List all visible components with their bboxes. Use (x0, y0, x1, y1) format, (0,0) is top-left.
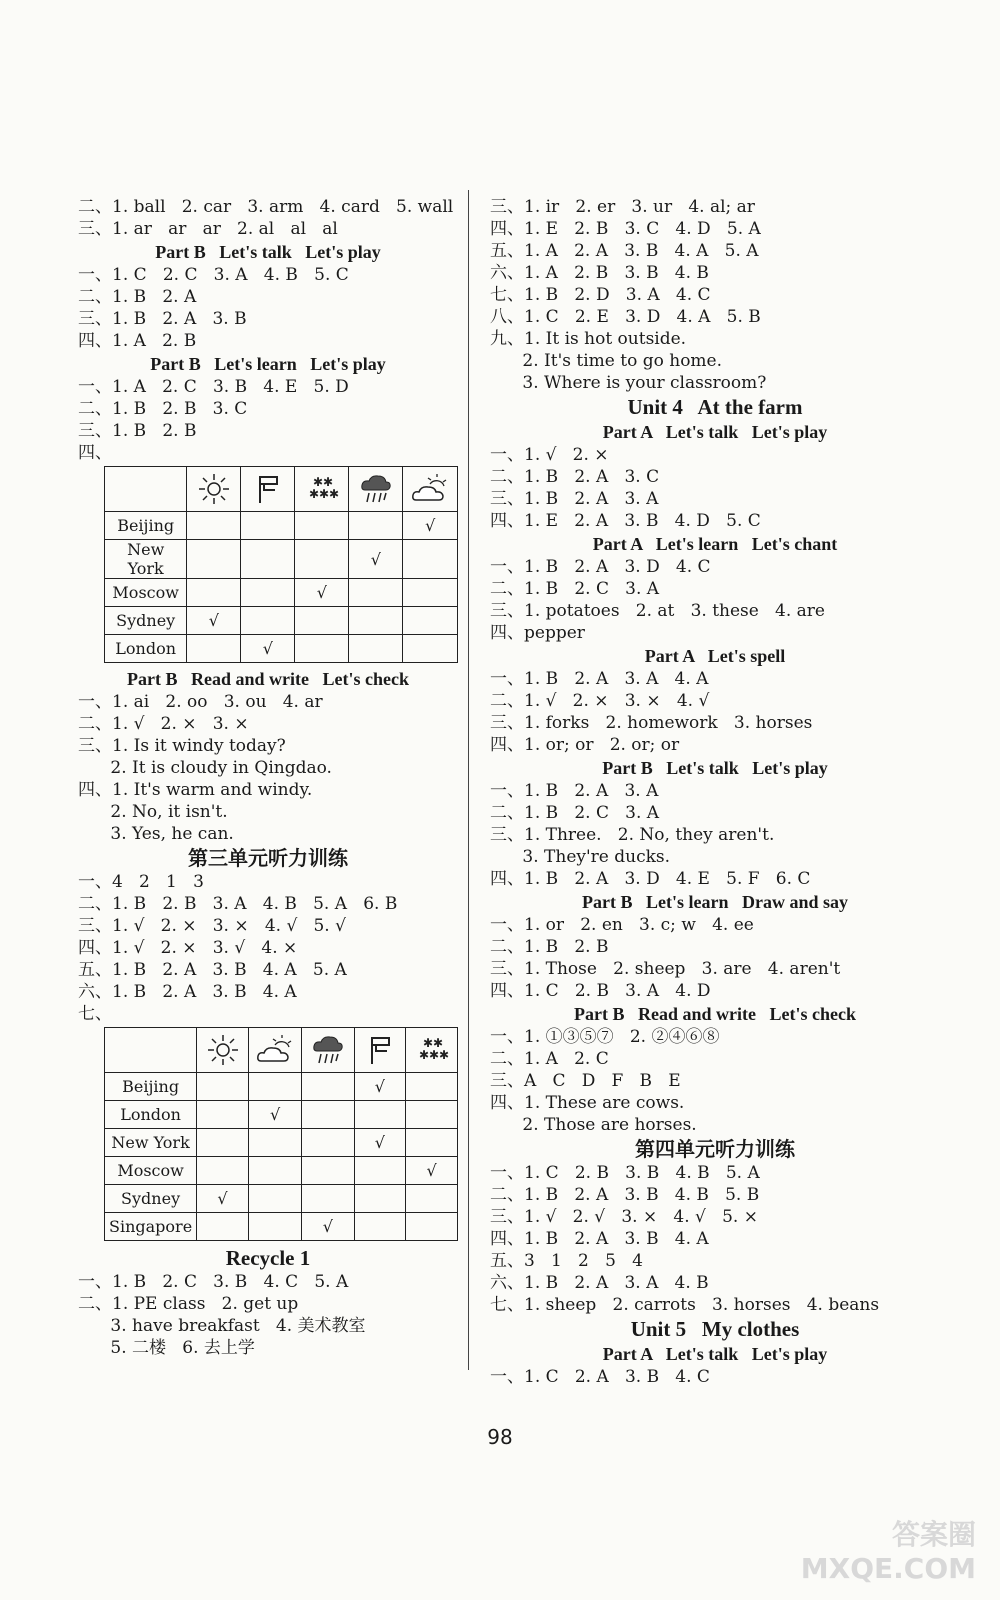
check-cell: √ (248, 1101, 301, 1129)
check-cell: √ (354, 1129, 406, 1157)
check-cell: √ (197, 1185, 249, 1213)
answer-line: 四、pepper (490, 623, 585, 643)
check-cell (241, 540, 295, 579)
city-name: Moscow (105, 579, 187, 607)
section-heading: Part A Let's spell (644, 646, 786, 666)
check-cell (406, 1213, 458, 1241)
left-column (78, 196, 458, 1359)
table-row (105, 1101, 458, 1129)
answer-line: 一、1. ①③⑤⑦ 2. ②④⑥⑧ (490, 1027, 720, 1047)
check-cell (403, 635, 458, 663)
section-heading: Part B Read and write Let's check (127, 669, 409, 689)
answer-line: 四、1. These are cows. (490, 1093, 685, 1113)
city-name: New York (105, 540, 187, 579)
answer-line: 一、1. ai 2. oo 3. ou 4. ar (78, 692, 323, 712)
answer-line: 一、1. A 2. C 3. B 4. E 5. D (78, 377, 349, 397)
svg-text:✱: ✱ (328, 487, 339, 501)
svg-text:✱: ✱ (418, 1048, 429, 1062)
check-cell (302, 1157, 354, 1185)
section-heading: Part B Let's learn Draw and say (582, 892, 848, 912)
weather-table (104, 466, 458, 663)
answer-line: 三、1. √ 2. × 3. × 4. √ 5. √ (78, 916, 346, 936)
city-name: Beijing (105, 512, 187, 540)
answer-line: 3. Yes, he can. (78, 824, 234, 844)
svg-text:✱: ✱ (312, 475, 323, 489)
check-cell (302, 1101, 354, 1129)
check-cell (248, 1213, 301, 1241)
check-cell (403, 579, 458, 607)
svg-text:✱: ✱ (428, 1048, 439, 1062)
section-heading: Part B Let's learn Let's play (150, 354, 386, 374)
table-row (105, 1185, 458, 1213)
check-cell (349, 635, 403, 663)
watermark-logo (801, 1518, 976, 1586)
answer-line: 五、3 1 2 5 4 (490, 1251, 643, 1271)
check-cell (349, 579, 403, 607)
answer-line: 二、1. B 2. A 3. C (490, 467, 660, 487)
check-cell: √ (406, 1157, 458, 1185)
check-cell (248, 1185, 301, 1213)
cloudy-icon (248, 1028, 301, 1073)
svg-text:✱: ✱ (432, 1036, 443, 1050)
check-cell (197, 1157, 249, 1185)
weather-table (104, 1027, 458, 1241)
check-cell (197, 1129, 249, 1157)
answer-line: 七、1. sheep 2. carrots 3. horses 4. beans (490, 1295, 880, 1315)
check-cell (248, 1073, 301, 1101)
table-row (105, 607, 458, 635)
answer-line: 七、1. B 2. D 3. A 4. C (490, 285, 711, 305)
answer-line: 四、1. A 2. B (78, 331, 197, 351)
answer-line: 2. It's time to go home. (490, 351, 723, 371)
answer-line: 一、1. C 2. C 3. A 4. B 5. C (78, 265, 349, 285)
answer-line: 2. Those are horses. (490, 1115, 697, 1135)
check-cell (241, 579, 295, 607)
check-cell (248, 1129, 301, 1157)
check-cell (354, 1101, 406, 1129)
svg-text:✱: ✱ (322, 475, 333, 489)
check-cell (302, 1185, 354, 1213)
svg-text:✱: ✱ (422, 1036, 433, 1050)
table-row (105, 1213, 458, 1241)
check-cell (187, 540, 241, 579)
answer-line: 三、1. B 2. B (78, 421, 197, 441)
page-number: 98 (487, 1425, 513, 1449)
column-divider (468, 190, 469, 1370)
answer-line: 二、1. √ 2. × 3. × 4. √ (490, 691, 710, 711)
answer-line: 五、1. A 2. A 3. B 4. A 5. A (490, 241, 759, 261)
answer-line: 2. No, it isn't. (78, 802, 228, 822)
check-cell (197, 1073, 249, 1101)
check-cell (406, 1185, 458, 1213)
section-heading: Part B Read and write Let's check (574, 1004, 856, 1024)
check-cell: √ (241, 635, 295, 663)
sunny-icon (187, 467, 241, 512)
svg-text:✱: ✱ (438, 1048, 449, 1062)
check-cell (295, 635, 349, 663)
answer-line: 二、1. B 2. B 3. C (78, 399, 248, 419)
answer-line: 三、1. √ 2. √ 3. × 4. √ 5. × (490, 1207, 758, 1227)
answer-line: 三、1. Three. 2. No, they aren't. (490, 825, 775, 845)
check-cell: √ (349, 540, 403, 579)
answer-line: 四、1. E 2. A 3. B 4. D 5. C (490, 511, 761, 531)
answer-line: 二、1. B 2. C 3. A (490, 579, 660, 599)
check-cell (302, 1129, 354, 1157)
check-cell (187, 579, 241, 607)
answer-line: 四、1. B 2. A 3. B 4. A (490, 1229, 709, 1249)
answer-line: 三、1. B 2. A 3. A (490, 489, 659, 509)
answer-line: 四、 (78, 443, 112, 463)
answer-line: 二、1. √ 2. × 3. × (78, 714, 249, 734)
answer-line: 3. have breakfast 4. 美术教室 (78, 1316, 366, 1336)
check-cell: √ (295, 579, 349, 607)
check-cell (187, 512, 241, 540)
answer-line: 四、1. E 2. B 3. C 4. D 5. A (490, 219, 761, 239)
check-cell: √ (187, 607, 241, 635)
answer-line: 3. They're ducks. (490, 847, 671, 867)
city-name: London (105, 635, 187, 663)
check-cell: √ (403, 512, 458, 540)
section-heading: Part B Let's talk Let's play (602, 758, 828, 778)
answer-line: 一、1. C 2. A 3. B 4. C (490, 1367, 710, 1387)
corner-cell (105, 1028, 197, 1073)
check-cell (295, 607, 349, 635)
answer-line: 三、1. potatoes 2. at 3. these 4. are (490, 601, 825, 621)
answer-line: 二、1. PE class 2. get up (78, 1294, 299, 1314)
answer-line: 八、1. C 2. E 3. D 4. A 5. B (490, 307, 761, 327)
answer-line: 二、1. B 2. A (78, 287, 197, 307)
answer-line: 一、1. C 2. B 3. B 4. B 5. A (490, 1163, 760, 1183)
watermark-cn: 答案圈 (891, 1518, 976, 1551)
answer-line: 三、1. Those 2. sheep 3. are 4. aren't (490, 959, 841, 979)
answer-line: 三、1. ar ar ar 2. al al al (78, 219, 338, 239)
listening-heading: 第四单元听力训练 (635, 1137, 795, 1161)
svg-text:✱: ✱ (308, 487, 319, 501)
answer-line: 一、1. B 2. A 3. A (490, 781, 659, 801)
answer-line: 四、1. or; or 2. or; or (490, 735, 680, 755)
check-cell (295, 540, 349, 579)
answer-line: 七、 (78, 1004, 112, 1024)
table-row (105, 1129, 458, 1157)
answer-line: 2. It is cloudy in Qingdao. (78, 758, 332, 778)
answer-line: 四、1. B 2. A 3. D 4. E 5. F 6. C (490, 869, 811, 889)
answer-line: 二、1. B 2. C 3. A (490, 803, 660, 823)
answer-line: 六、1. B 2. A 3. A 4. B (490, 1273, 709, 1293)
answer-line: 四、1. C 2. B 3. A 4. D (490, 981, 711, 1001)
city-name: Singapore (105, 1213, 197, 1241)
answer-line: 二、1. B 2. A 3. B 4. B 5. B (490, 1185, 760, 1205)
check-cell (349, 512, 403, 540)
unit-heading: Recycle 1 (225, 1246, 311, 1270)
check-cell (354, 1185, 406, 1213)
unit-heading: Unit 5 My clothes (630, 1317, 800, 1341)
answer-line: 二、1. B 2. B 3. A 4. B 5. A 6. B (78, 894, 398, 914)
check-cell (197, 1101, 249, 1129)
snowy-icon (295, 467, 349, 512)
windy-icon (354, 1028, 406, 1073)
table-row (105, 512, 458, 540)
check-cell (403, 540, 458, 579)
answer-line: 二、1. A 2. C (490, 1049, 609, 1069)
check-cell (241, 607, 295, 635)
check-cell (354, 1157, 406, 1185)
check-cell (406, 1129, 458, 1157)
check-cell (295, 512, 349, 540)
check-cell (187, 635, 241, 663)
section-heading: Part A Let's learn Let's chant (592, 534, 838, 554)
check-cell (349, 607, 403, 635)
check-cell (241, 512, 295, 540)
section-heading: Part A Let's talk Let's play (602, 1344, 828, 1364)
city-name: Sydney (105, 1185, 197, 1213)
answer-line: 四、1. It's warm and windy. (78, 780, 313, 800)
answer-line: 二、1. ball 2. car 3. arm 4. card 5. wall (78, 197, 454, 217)
answer-line: 一、1. B 2. A 3. A 4. A (490, 669, 709, 689)
table-row (105, 540, 458, 579)
check-cell (248, 1157, 301, 1185)
answer-line: 三、1. ir 2. er 3. ur 4. al; ar (490, 197, 755, 217)
answer-line: 一、1. or 2. en 3. c; w 4. ee (490, 915, 754, 935)
answer-line: 5. 二楼 6. 去上学 (78, 1338, 255, 1358)
answer-line: 一、1. B 2. A 3. D 4. C (490, 557, 711, 577)
answer-line: 六、1. A 2. B 3. B 4. B (490, 263, 709, 283)
snowy-icon (406, 1028, 458, 1073)
rainy-icon (302, 1028, 354, 1073)
sunny-icon (197, 1028, 249, 1073)
svg-text:✱: ✱ (318, 487, 329, 501)
answer-line: 3. Where is your classroom? (490, 373, 767, 393)
answer-line: 五、1. B 2. A 3. B 4. A 5. A (78, 960, 347, 980)
answer-line: 三、1. forks 2. homework 3. horses (490, 713, 813, 733)
rainy-icon (349, 467, 403, 512)
city-name: New York (105, 1129, 197, 1157)
answer-line: 一、1. √ 2. × (490, 445, 609, 465)
check-cell (406, 1073, 458, 1101)
windy-icon (241, 467, 295, 512)
table-row (105, 1157, 458, 1185)
answer-line: 三、1. B 2. A 3. B (78, 309, 247, 329)
check-cell: √ (302, 1213, 354, 1241)
right-column (490, 196, 940, 1388)
city-name: Moscow (105, 1157, 197, 1185)
check-cell (197, 1213, 249, 1241)
answer-line: 一、1. B 2. C 3. B 4. C 5. A (78, 1272, 349, 1292)
city-name: London (105, 1101, 197, 1129)
check-cell (406, 1101, 458, 1129)
cloudy-icon (403, 467, 458, 512)
city-name: Sydney (105, 607, 187, 635)
unit-heading: Unit 4 At the farm (627, 395, 803, 419)
answer-line: 三、A C D F B E (490, 1071, 681, 1091)
answer-line: 四、1. √ 2. × 3. √ 4. × (78, 938, 298, 958)
section-heading: Part B Let's talk Let's play (155, 242, 381, 262)
section-heading: Part A Let's talk Let's play (602, 422, 828, 442)
check-cell: √ (354, 1073, 406, 1101)
answer-line: 六、1. B 2. A 3. B 4. A (78, 982, 297, 1002)
watermark-en: MXQE.COM (800, 1552, 976, 1585)
answer-line: 九、1. It is hot outside. (490, 329, 687, 349)
check-cell (403, 607, 458, 635)
listening-heading: 第三单元听力训练 (188, 846, 348, 870)
answer-line: 二、1. B 2. B (490, 937, 609, 957)
answer-line: 三、1. Is it windy today? (78, 736, 286, 756)
city-name: Beijing (105, 1073, 197, 1101)
check-cell (302, 1073, 354, 1101)
table-row (105, 1073, 458, 1101)
answer-line: 一、4 2 1 3 (78, 872, 204, 892)
table-row (105, 635, 458, 663)
check-cell (354, 1213, 406, 1241)
table-row (105, 579, 458, 607)
corner-cell (105, 467, 187, 512)
